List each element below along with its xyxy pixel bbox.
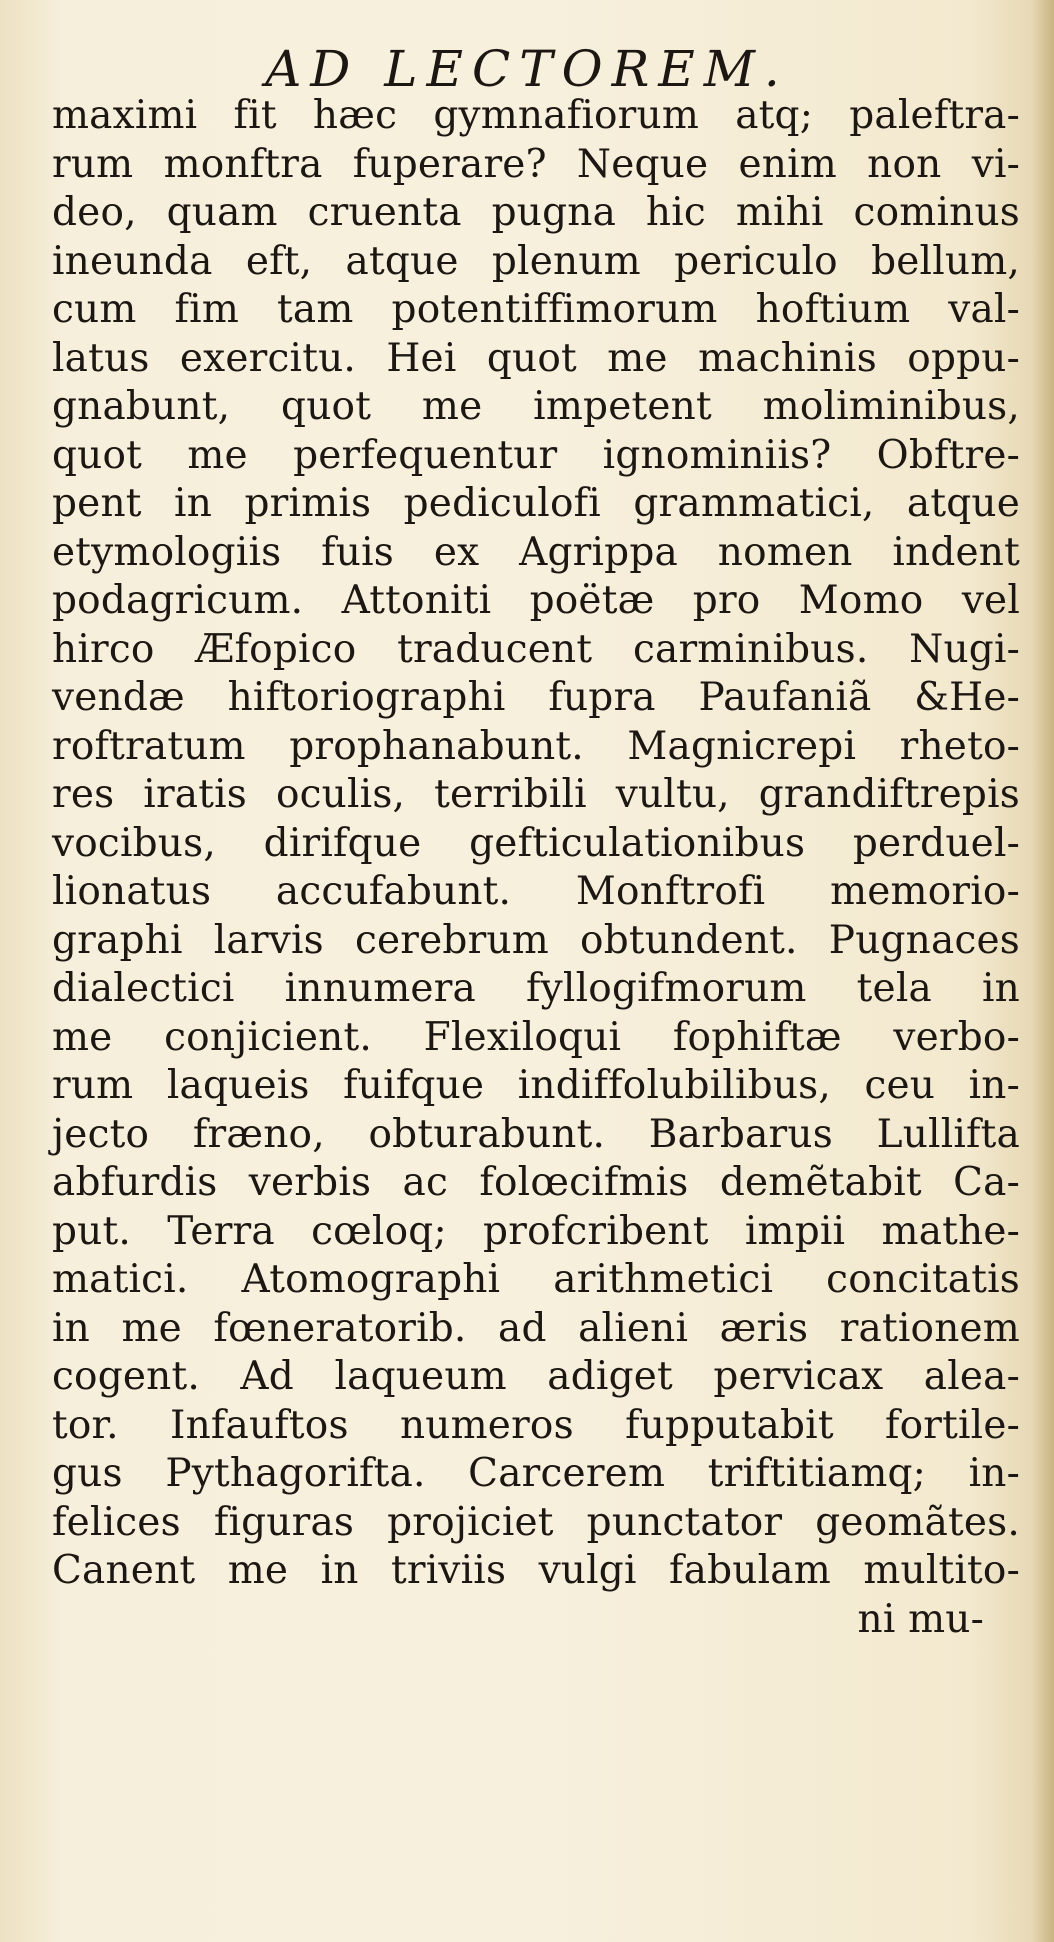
text-line: graphi larvis cerebrum obtundent. Pugnaces bbox=[52, 917, 1020, 963]
text-line: maximi fit hæc gymnafiorum atq; paleftra- bbox=[52, 93, 1020, 138]
text-line: in me fœneratorib. ad alieni æris rationem bbox=[52, 1305, 1020, 1351]
text-line: latus exercitu. Hei quot me machinis oppu- bbox=[52, 335, 1020, 381]
text-line: deo, quam cruenta pugna hic mihi cominus bbox=[52, 190, 1020, 235]
text-line: podagricum. Attoniti poëtæ pro Momo vel bbox=[52, 578, 1020, 623]
text-line: felices figuras projiciet punctator geomãtes. bbox=[52, 1499, 1020, 1545]
text-line: vocibus, dirifque gefticulationibus perduel- bbox=[52, 820, 1020, 866]
text-line: vendæ hiftoriographi fupra Paufaniã &He- bbox=[52, 675, 1020, 720]
catchword: ni mu- bbox=[857, 1596, 984, 1642]
text-line: cum fim tam potentiffimorum hoftium val- bbox=[52, 287, 1020, 332]
text-line: roftratum prophanabunt. Magnicrepi rheto- bbox=[52, 723, 1020, 769]
text-line: etymologiis fuis ex Agrippa nomen indent bbox=[52, 529, 1020, 575]
text-line: rum laqueis fuifque indiffolubilibus, ceu in- bbox=[52, 1063, 1020, 1108]
text-line: tor. Infauftos numeros fupputabit fortile- bbox=[52, 1402, 1020, 1448]
page-edge-shadow bbox=[1032, 0, 1054, 1942]
text-line: cogent. Ad laqueum adiget pervicax alea- bbox=[52, 1354, 1020, 1399]
text-line: res iratis oculis, terribili vultu, grandiftrepis bbox=[52, 772, 1020, 817]
running-title: AD LECTOREM. bbox=[265, 40, 789, 98]
text-line: ineunda eft, atque plenum periculo bellum, bbox=[52, 238, 1020, 284]
text-line: gus Pythagorifta. Carcerem triftitiamq; in- bbox=[52, 1451, 1020, 1496]
text-line: put. Terra cœloq; profcribent impii mathe- bbox=[52, 1208, 1020, 1254]
text-line: rum monftra fuperare? Neque enim non vi- bbox=[52, 141, 1020, 187]
text-line: hirco Æfopico traducent carminibus. Nugi- bbox=[52, 626, 1020, 672]
text-line: pent in primis pediculofi grammatici, atque bbox=[52, 481, 1020, 526]
text-line: dialectici innumera fyllogifmorum tela in bbox=[52, 966, 1020, 1011]
text-line: lionatus accufabunt. Monftrofi memorio- bbox=[52, 869, 1020, 914]
text-line: abfurdis verbis ac folœcifmis demẽtabit Ca- bbox=[52, 1160, 1020, 1205]
text-line: jecto fræno, obturabunt. Barbarus Lullifta bbox=[52, 1111, 1020, 1157]
text-line: Canent me in triviis vulgi fabulam multito- bbox=[52, 1548, 1020, 1593]
text-line: me conjicient. Flexiloqui fophiftæ verbo- bbox=[52, 1014, 1020, 1060]
body-text bbox=[52, 92, 1020, 1644]
text-line: matici. Atomographi arithmetici concitatis bbox=[52, 1257, 1020, 1302]
text-line: quot me perfequentur ignominiis? Obftre- bbox=[52, 432, 1020, 478]
text-line: gnabunt, quot me impetent moliminibus, bbox=[52, 384, 1020, 429]
